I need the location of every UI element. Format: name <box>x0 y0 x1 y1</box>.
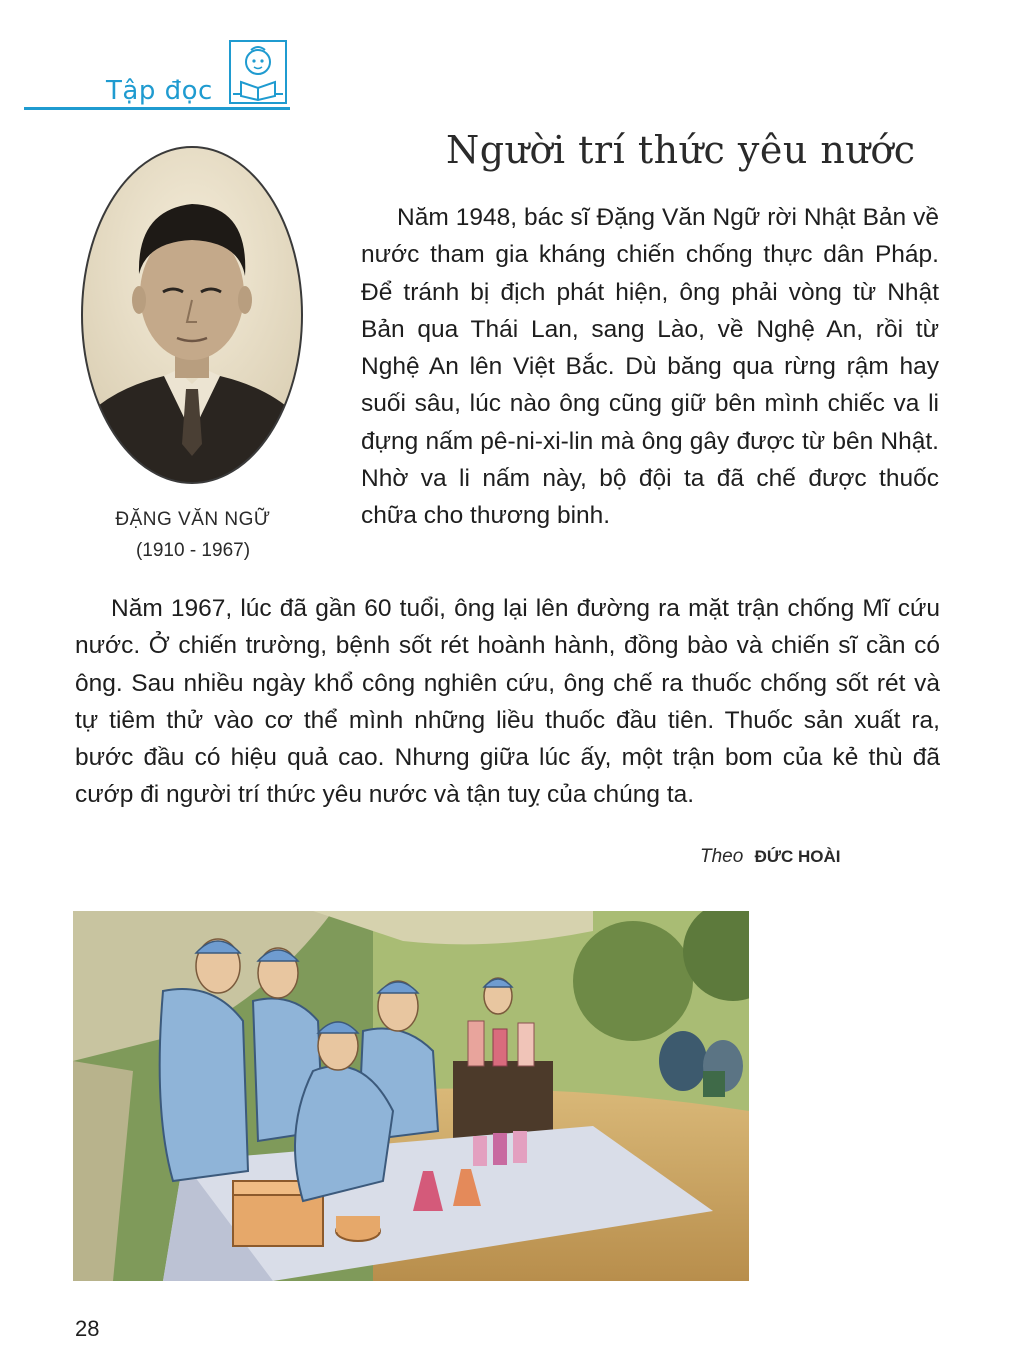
portrait-caption-name: ĐẶNG VĂN NGỮ <box>115 509 271 530</box>
child-reading-icon <box>229 40 287 104</box>
field-hospital-illustration <box>73 911 749 1281</box>
page-number: 28 <box>75 1316 100 1341</box>
source-prefix: Theo <box>700 846 744 867</box>
portrait-photo <box>79 144 305 486</box>
section-label: Tập đọc <box>106 76 213 106</box>
portrait-caption-years: (1910 - 1967) <box>135 540 251 561</box>
header-divider <box>24 107 290 110</box>
lesson-title: Người trí thức yêu nước <box>446 128 916 172</box>
source-author: ĐỨC HOÀI <box>754 847 841 866</box>
source-attribution <box>700 846 840 868</box>
body-paragraph-1: Năm 1948, bác sĩ Đặng Văn Ngữ rời Nhật Bản về nước tham gia kháng chiến chống thực dân Pháp. Để tránh bị địch phát hiện, ông phải vòng từ Nhật Bản qua Thái Lan, sang Lào, về Nghệ An, rồi từ Nghệ An lên Việt Bắc. Dù băng qua rừng rậm hay suối sâu, lúc nào ông cũng giữ bên mình chiếc va li đựng nấm pê-ni-xi-lin mà ông gây được từ bên Nhật. Nhờ va li nấm này, bộ đội ta đã chế được thuốc chữa cho thương binh. <box>361 204 939 530</box>
body-paragraph-2: Năm 1967, lúc đã gần 60 tuổi, ông lại lên đường ra mặt trận chống Mĩ cứu nước. Ở chiến trường, bệnh sốt rét hoành hành, đồng bào và chiến sĩ cần có ông. Sau nhiều ngày khổ công nghiên cứu, ông chế ra thuốc chống sốt rét và tự tiêm thử vào cơ thể mình những liều thuốc đầu tiên. Thuốc sản xuất ra, bước đầu có hiệu quả cao. Nhưng giữa lúc ấy, một trận bom của kẻ thù đã cướp đi người trí thức yêu nước và tận tuỵ của chúng ta. <box>75 595 940 809</box>
